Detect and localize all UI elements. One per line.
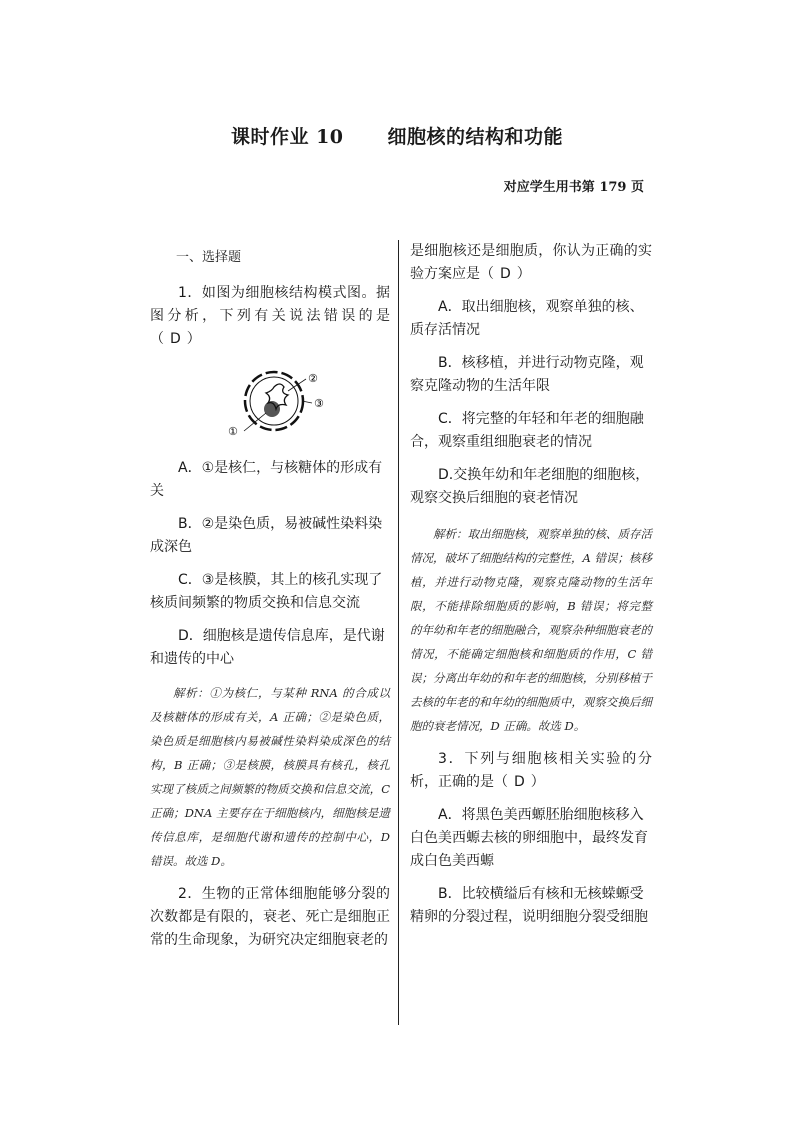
nucleus-figure <box>222 365 332 439</box>
q2-analysis: 解析：取出细胞核，观察单独的核、质存活情况，破坏了细胞结构的完整性，A 错误；核移植，并进行动物克隆，观察克隆动物的生活年限，不能排除细胞质的影响，B 错误；将完整的年幼和年老的细胞融合，观察杂种细胞衰老的情况，不能确定细胞核和细胞质的作用，C 错误；分离出年幼的和年老的细胞核，分别移植于去核的年老的和年幼的细胞质中，观察交换后细胞的衰老情况，D 正确。故选 D。 <box>410 527 652 733</box>
nucleus-diagram <box>150 365 390 439</box>
q2-option-a: A．取出细胞核，观察单独的核、质存活情况 <box>410 299 644 338</box>
q1-option-c: C．③是核膜，其上的核孔实现了核质间频繁的物质交换和信息交流 <box>150 572 383 611</box>
q2-option-c: C．将完整的年轻和年老的细胞融合，观察重组细胞衰老的情况 <box>410 411 644 450</box>
question-3-stem: 3．下列与细胞核相关实验的分析，正确的是（ D ） <box>410 751 652 790</box>
column-divider <box>398 240 399 1025</box>
title-topic: 细胞核的结构和功能 <box>387 126 564 148</box>
label-1: ① <box>228 425 238 438</box>
q1-option-d: D．细胞核是遗传信息库，是代谢和遗传的中心 <box>150 628 385 667</box>
q1-option-b: B．②是染色质，易被碱性染料染成深色 <box>150 516 383 555</box>
section-label: 一、选择题 <box>176 250 242 265</box>
label-2: ② <box>308 372 318 385</box>
nuclear-envelope <box>245 372 303 430</box>
label-3: ③ <box>314 397 324 410</box>
question-3-answer: D <box>514 774 525 790</box>
question-1-stem: 1．如图为细胞核结构模式图。据图分析，下列有关说法错误的是（ D ） <box>150 285 390 347</box>
question-2-stem-right: 是细胞核还是细胞质，你认为正确的实验方案应是（ D ） <box>410 243 652 282</box>
question-1-text: 1．如图为细胞核结构模式图。据图分析，下列有关说法错误的是 <box>150 285 390 324</box>
book-reference: 对应学生用书第 179 页 <box>503 180 644 195</box>
q1-option-a: A．①是核仁，与核糖体的形成有关 <box>150 460 383 499</box>
question-2-text: 是细胞核还是细胞质，你认为正确的实验方案应是 <box>410 243 652 282</box>
q2-option-d: D.交换年幼和年老细胞的细胞核，观察交换后细胞的衰老情况 <box>410 467 650 506</box>
q3-option-a: A．将黑色美西螈胚胎细胞核移入白色美西螈去核的卵细胞中，最终发育成白色美西螈 <box>410 807 648 869</box>
pointer-line-2 <box>288 379 306 391</box>
title-main: 课时作业 10 <box>230 126 344 148</box>
q1-analysis: 解析：①为核仁，与某种 RNA 的合成以及核糖体的形成有关，A 正确；②是染色质，染色质是细胞核内易被碱性染料染成深色的结构，B 正确；③是核膜，核膜具有核孔，核孔实现了核质之间频繁的物质交换和信息交流，C 正确；DNA 主要存在于细胞核内，细胞核是遗传信息库，是细胞代谢和遗传的控制中心，D 错误。故选 D。 <box>150 686 390 868</box>
right-column <box>410 243 652 929</box>
q3-option-b: B．比较横缢后有核和无核蝾螈受精卵的分裂过程，说明细胞分裂受细胞 <box>410 886 648 925</box>
page-title <box>0 122 794 149</box>
q2-option-b: B．核移植，并进行动物克隆，观察克隆动物的生活年限 <box>410 355 644 394</box>
question-2-answer: D <box>500 266 511 282</box>
left-column <box>150 248 390 952</box>
inner-membrane <box>250 377 298 425</box>
question-2-stem-left: 2．生物的正常体细胞能够分裂的次数都是有限的，衰老、死亡是细胞正常的生命现象，为研究决定细胞衰老的 <box>150 886 390 948</box>
question-3-text: 3．下列与细胞核相关实验的分析，正确的是 <box>410 751 652 790</box>
question-1-answer: D <box>170 331 181 347</box>
